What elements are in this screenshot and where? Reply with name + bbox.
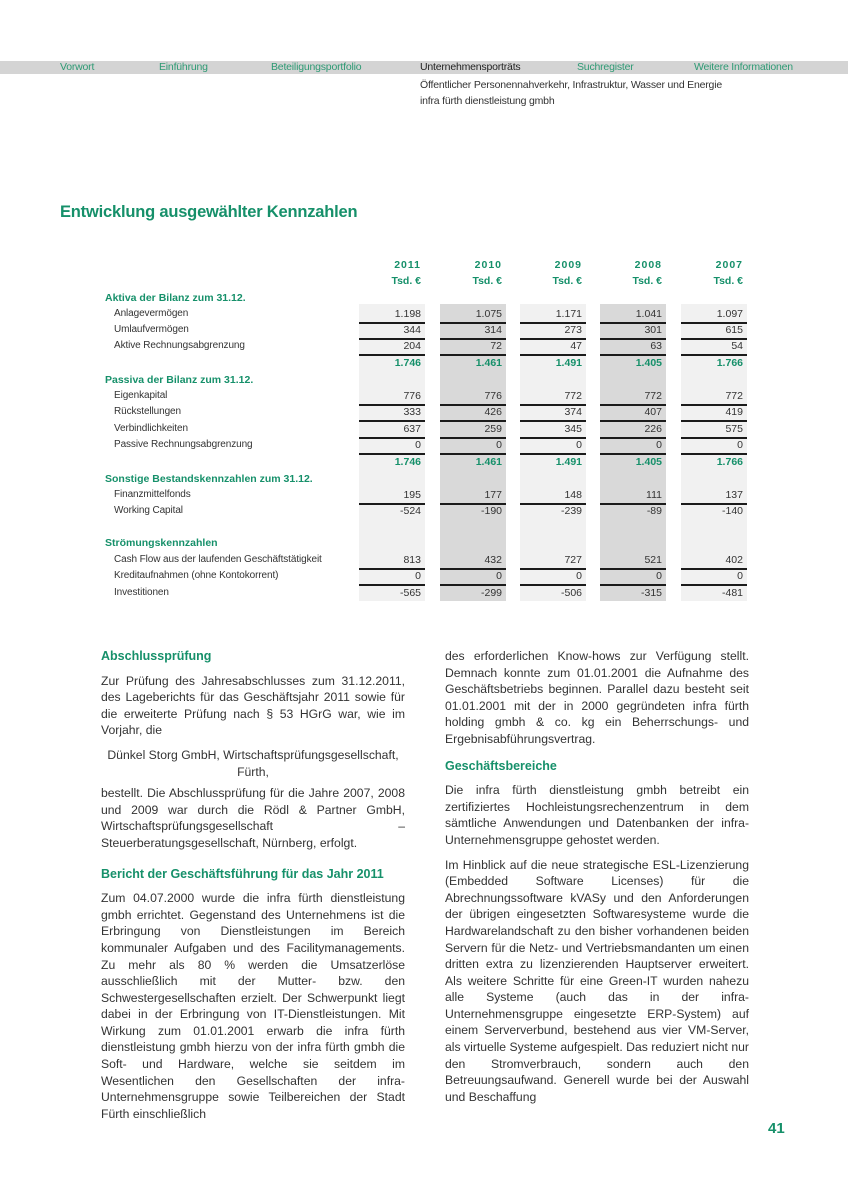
table-cell: 0 bbox=[656, 570, 662, 582]
table-row-label: Kreditaufnahmen (ohne Kontokorrent) bbox=[114, 570, 279, 581]
table-cell: 1.097 bbox=[716, 308, 743, 320]
column-unit-header: Tsd. € bbox=[632, 275, 662, 287]
table-row-rule bbox=[359, 453, 425, 455]
table-row-rule bbox=[600, 584, 666, 586]
table-cell: 148 bbox=[564, 489, 582, 501]
table-row-rule bbox=[359, 420, 425, 422]
table-row-rule bbox=[520, 453, 586, 455]
table-row-rule bbox=[681, 584, 747, 586]
auditor-line-1: Dünkel Storg GmbH, Wirtschaftsprüfungsgesellschaft, bbox=[107, 747, 399, 762]
column-year-header: 2008 bbox=[634, 259, 662, 271]
table-cell: 0 bbox=[496, 439, 502, 451]
table-cell: 0 bbox=[576, 439, 582, 451]
table-row-label: Umlaufvermögen bbox=[114, 324, 189, 335]
nav-item-einfuehrung[interactable]: Einführung bbox=[159, 61, 208, 73]
table-row-rule bbox=[681, 420, 747, 422]
table-cell: -299 bbox=[480, 587, 502, 599]
table-cell: 0 bbox=[415, 570, 421, 582]
table-cell: -140 bbox=[721, 505, 743, 517]
table-cell: 345 bbox=[564, 423, 582, 435]
table-row-label: Finanzmittelfonds bbox=[114, 489, 191, 500]
table-cell: 0 bbox=[576, 570, 582, 582]
table-cell: 226 bbox=[644, 423, 662, 435]
table-total-cell: 1.766 bbox=[716, 456, 743, 468]
table-cell: 0 bbox=[496, 570, 502, 582]
table-cell: 63 bbox=[650, 340, 662, 352]
table-total-cell: 1.461 bbox=[475, 456, 502, 468]
table-total-cell: 1.461 bbox=[475, 357, 502, 369]
table-row-rule bbox=[359, 584, 425, 586]
table-cell: 0 bbox=[415, 439, 421, 451]
table-row-label: Rückstellungen bbox=[114, 406, 181, 417]
top-navigation-bar bbox=[0, 61, 848, 74]
table-cell: 575 bbox=[725, 423, 743, 435]
table-cell: 776 bbox=[403, 390, 421, 402]
paragraph-company-background: Zum 04.07.2000 wurde die infra fürth dienstleistung gmbh errichtet. Gegenstand des Unternehmens ist die Erbringung von Dienstleistungen im Bereich kommunaler Aufgaben und des Facilitymanagements. Zu mehr als 80 % werden die Umsatzerlöse ausschließlich mit der Mutter- bzw. den Schwestergesellschaften erzielt. Der Schwerpunkt liegt dabei in der Erbringung von IT-Dienstleistungen. Mit Wirkung zum 01.01.2001 erwarb die infra fürth dienstleistung gmbh hierzu von der infra fürth gmbh die Soft- und Hardware, welche sie seitdem im Wesentlichen den Gesellschaften der infra-Unternehmensgruppe sowie Teilbereichen der Stadt Fürth einschließlich bbox=[101, 891, 405, 1121]
table-total-cell: 1.746 bbox=[394, 456, 421, 468]
table-cell: 772 bbox=[564, 390, 582, 402]
table-cell: 402 bbox=[725, 554, 743, 566]
table-section-heading: Aktiva der Bilanz zum 31.12. bbox=[105, 292, 246, 304]
paragraph-continuation: des erforderlichen Know-hows zur Verfügung stellt. Demnach konnte zum 01.01.2001 die Aufnahme des Geschäftsbetriebs beginnen. Parallel dazu besteht seit 01.01.2001 mit der in 2000 gegründeten infra fürth holding gmbh & co. kg ein Beherrschungs- und Ergebnisabführungsvertrag. bbox=[445, 649, 749, 746]
auditor-line-2: Fürth, bbox=[237, 764, 269, 779]
heading-abschlusspruefung: Abschlussprüfung bbox=[101, 649, 212, 663]
table-cell: 1.198 bbox=[394, 308, 421, 320]
table-row-label: Aktive Rechnungsabgrenzung bbox=[114, 340, 245, 351]
paragraph-esl-lizenzierung: Im Hinblick auf die neue strategische ESL-Lizenzierung (Embedded Software Licenses) für die Abrechnungssoftware kVASy und den Anforderungen der übrigen eingesetzten Softwaresysteme wurde die Hardwarelandschaft zu den bisher vorhandenen beiden Servern für die Netz- und Vertriebsmandanten um einen dritten extra zu lizenzierenden Hauptserver erweitert. Als weitere Schritte für eine Green-IT wurden nahezu alle Systeme (auch das in der infra-Unternehmensgruppe eingesetzte ERP-System) auf einem Serververbund, bestehend aus vier VM-Server, als virtuelle Systeme aufgespielt. Das reduziert nicht nur den Stromverbrauch, sondern auch den Betreuungsaufwand. Generell wurde bei der Auswahl und Beschaffung bbox=[445, 857, 749, 1104]
table-row-rule bbox=[520, 584, 586, 586]
table-row-label: Cash Flow aus der laufenden Geschäftstätigkeit bbox=[114, 554, 322, 565]
table-cell: 204 bbox=[403, 340, 421, 352]
table-section-heading: Strömungskennzahlen bbox=[105, 537, 218, 549]
table-cell: 54 bbox=[731, 340, 743, 352]
left-text-column bbox=[101, 648, 405, 1130]
table-cell: 259 bbox=[484, 423, 502, 435]
table-cell: 813 bbox=[403, 554, 421, 566]
table-cell: 374 bbox=[564, 406, 582, 418]
table-cell: 195 bbox=[403, 489, 421, 501]
table-cell: 0 bbox=[656, 439, 662, 451]
table-total-cell: 1.491 bbox=[555, 357, 582, 369]
table-cell: 426 bbox=[484, 406, 502, 418]
table-cell: -89 bbox=[646, 505, 662, 517]
table-cell: 314 bbox=[484, 324, 502, 336]
heading-geschaeftsbereiche: Geschäftsbereiche bbox=[445, 758, 557, 773]
table-cell: -239 bbox=[560, 505, 582, 517]
page-number: 41 bbox=[768, 1120, 785, 1137]
table-row-rule bbox=[440, 584, 506, 586]
table-row-rule bbox=[681, 354, 747, 356]
table-section-heading: Sonstige Bestandskennzahlen zum 31.12. bbox=[105, 473, 313, 485]
table-cell: 432 bbox=[484, 554, 502, 566]
column-unit-header: Tsd. € bbox=[713, 275, 743, 287]
table-total-cell: 1.766 bbox=[716, 357, 743, 369]
table-cell: -315 bbox=[640, 587, 662, 599]
table-cell: 772 bbox=[725, 390, 743, 402]
breadcrumb-category: Öffentlicher Personennahverkehr, Infrastruktur, Wasser und Energie bbox=[420, 79, 722, 91]
column-year-header: 2010 bbox=[474, 259, 502, 271]
table-total-cell: 1.405 bbox=[635, 357, 662, 369]
table-cell: 0 bbox=[737, 570, 743, 582]
table-cell: 772 bbox=[644, 390, 662, 402]
table-row-rule bbox=[440, 420, 506, 422]
table-cell: 637 bbox=[403, 423, 421, 435]
table-cell: 407 bbox=[644, 406, 662, 418]
heading-bericht-geschaeftsfuehrung: Bericht der Geschäftsführung für das Jahr 2011 bbox=[101, 866, 384, 881]
paragraph-rechenzentrum: Die infra fürth dienstleistung gmbh betreibt ein zertifiziertes Hochleistungsrechenzentrum in dem sämtliche Anwendungen und Datenbanken der infra-Unternehmensgruppe gehostet werden. bbox=[445, 783, 749, 847]
table-cell: -506 bbox=[560, 587, 582, 599]
table-total-cell: 1.491 bbox=[555, 456, 582, 468]
table-cell: -565 bbox=[399, 587, 421, 599]
table-total-cell: 1.746 bbox=[394, 357, 421, 369]
table-cell: 521 bbox=[644, 554, 662, 566]
table-cell: -481 bbox=[721, 587, 743, 599]
table-row-label: Eigenkapital bbox=[114, 390, 168, 401]
column-year-header: 2009 bbox=[554, 259, 582, 271]
table-cell: 419 bbox=[725, 406, 743, 418]
table-section-heading: Passiva der Bilanz zum 31.12. bbox=[105, 374, 254, 386]
table-total-cell: 1.405 bbox=[635, 456, 662, 468]
table-cell: 333 bbox=[403, 406, 421, 418]
table-row-rule bbox=[440, 453, 506, 455]
table-cell: 177 bbox=[484, 489, 502, 501]
table-cell: 47 bbox=[570, 340, 582, 352]
table-row-rule bbox=[600, 453, 666, 455]
table-cell: 301 bbox=[644, 324, 662, 336]
table-cell: 1.171 bbox=[555, 308, 582, 320]
table-row-rule bbox=[440, 354, 506, 356]
column-unit-header: Tsd. € bbox=[472, 275, 502, 287]
table-cell: 72 bbox=[490, 340, 502, 352]
breadcrumb-company: infra fürth dienstleistung gmbh bbox=[420, 95, 555, 107]
auditor-name bbox=[101, 747, 405, 780]
table-cell: 727 bbox=[564, 554, 582, 566]
table-row-label: Investitionen bbox=[114, 587, 169, 598]
nav-item-unternehmensportraets[interactable]: Unternehmensporträts bbox=[420, 61, 521, 73]
column-unit-header: Tsd. € bbox=[391, 275, 421, 287]
table-cell: 344 bbox=[403, 324, 421, 336]
nav-item-vorwort[interactable]: Vorwort bbox=[60, 61, 95, 73]
table-cell: -190 bbox=[480, 505, 502, 517]
paragraph-audit-intro: Zur Prüfung des Jahresabschlusses zum 31.12.2011, des Lageberichts für das Geschäftsjahr 2011 sowie für die erweiterte Prüfung nach § 53 HGrG war, wie im Vorjahr, die bbox=[101, 673, 405, 738]
table-cell: 776 bbox=[484, 390, 502, 402]
table-cell: 1.075 bbox=[475, 308, 502, 320]
nav-item-suchregister[interactable]: Suchregister bbox=[577, 61, 634, 73]
table-cell: 0 bbox=[737, 439, 743, 451]
table-row-rule bbox=[600, 354, 666, 356]
table-cell: 111 bbox=[646, 489, 662, 501]
column-unit-header: Tsd. € bbox=[552, 275, 582, 287]
nav-item-weitere-informationen[interactable]: Weitere Informationen bbox=[694, 61, 793, 73]
table-row-rule bbox=[681, 453, 747, 455]
column-year-header: 2007 bbox=[715, 259, 743, 271]
table-row-label: Passive Rechnungsabgrenzung bbox=[114, 439, 253, 450]
table-row-rule bbox=[520, 354, 586, 356]
paragraph-audit-history: bestellt. Die Abschlussprüfung für die Jahre 2007, 2008 und 2009 war durch die Rödl & Partner GmbH, Wirtschaftsprüfungsgesellschaft – Steuerberatungsgesellschaft, Nürnberg, erfolgt. bbox=[101, 786, 405, 850]
column-year-header: 2011 bbox=[394, 259, 421, 271]
table-row-rule bbox=[359, 354, 425, 356]
table-cell: 273 bbox=[564, 324, 582, 336]
table-row-label: Verbindlichkeiten bbox=[114, 423, 188, 434]
table-cell: 1.041 bbox=[635, 308, 662, 320]
table-row-rule bbox=[600, 420, 666, 422]
table-cell: 137 bbox=[725, 489, 743, 501]
nav-item-beteiligungsportfolio[interactable]: Beteiligungsportfolio bbox=[271, 61, 362, 73]
table-cell: -524 bbox=[399, 505, 421, 517]
table-row-rule bbox=[520, 420, 586, 422]
right-text-column bbox=[445, 648, 749, 1113]
page-title: Entwicklung ausgewählter Kennzahlen bbox=[60, 203, 358, 221]
table-row-label: Working Capital bbox=[114, 505, 183, 516]
table-cell: 615 bbox=[725, 324, 743, 336]
table-row-label: Anlagevermögen bbox=[114, 308, 189, 319]
